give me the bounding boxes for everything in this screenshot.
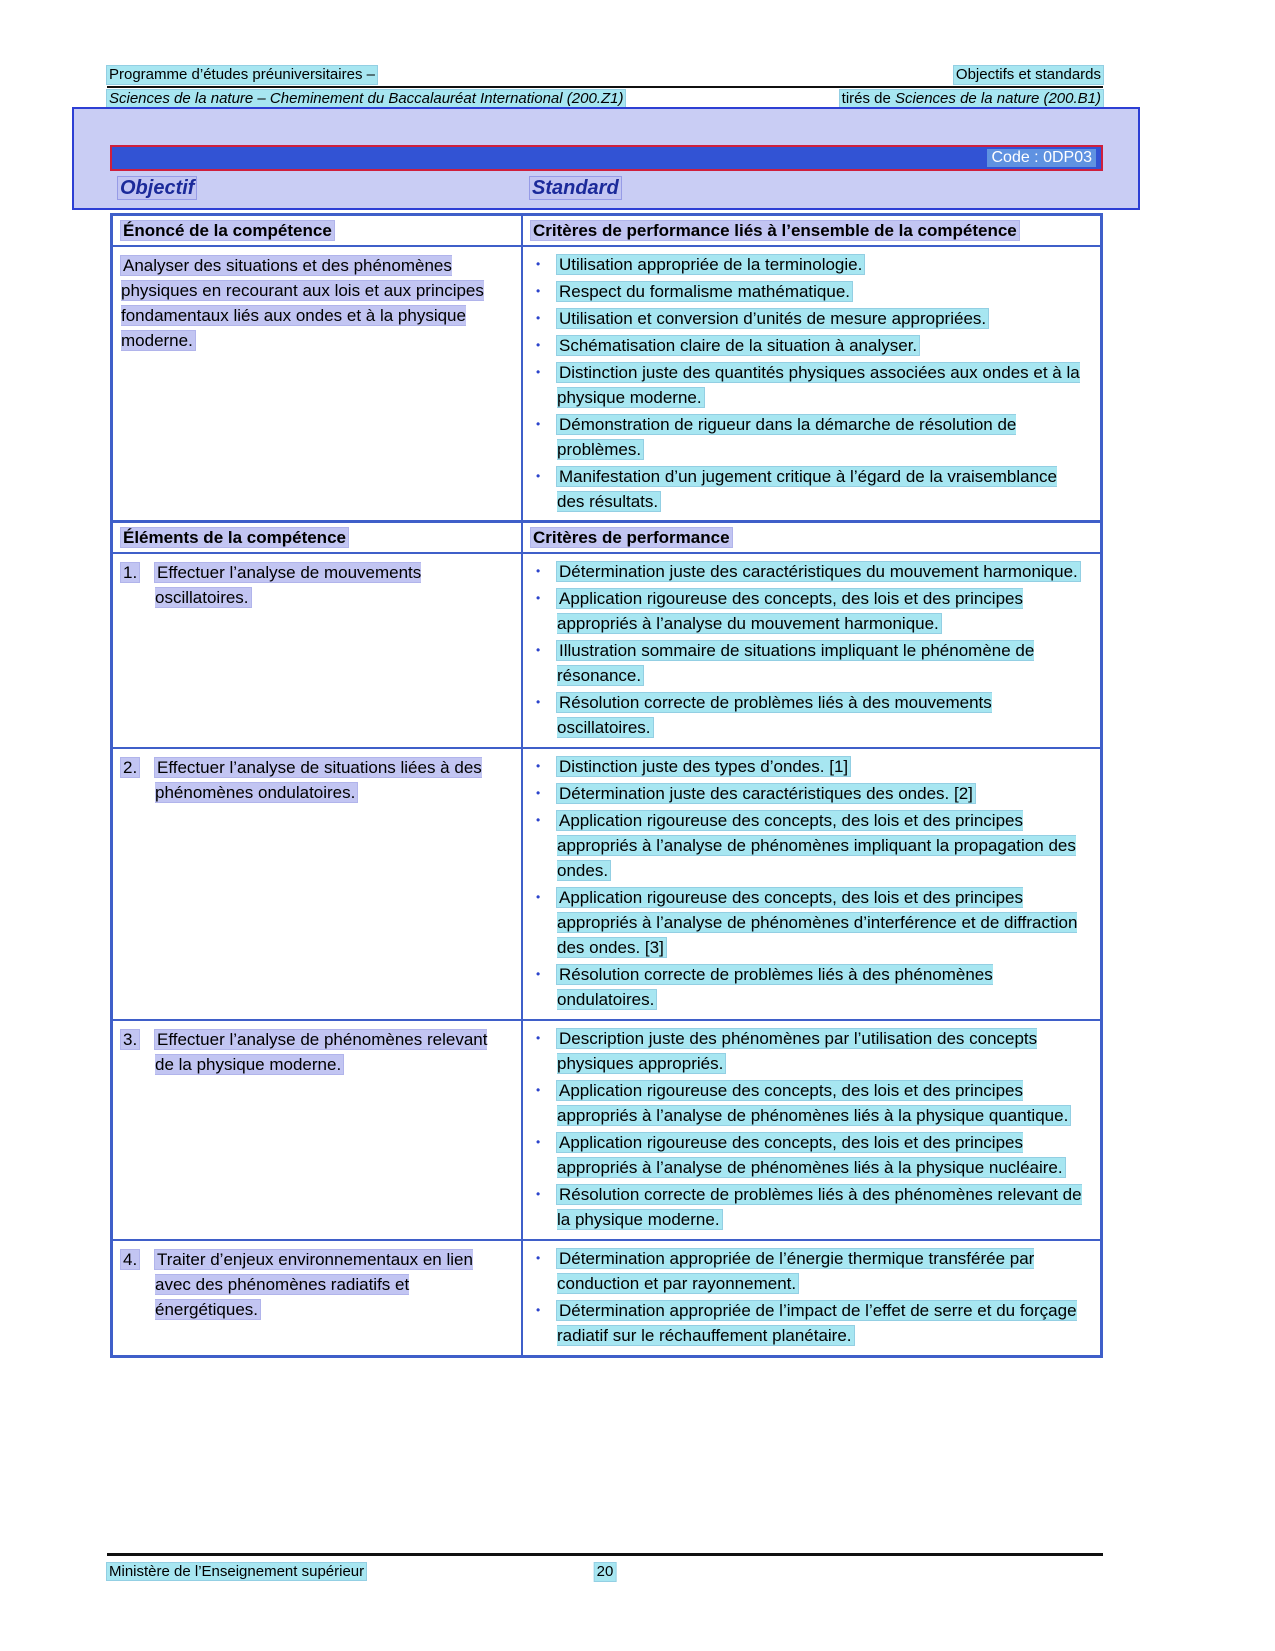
header-program-title: Programme d’études préuniversitaires – <box>109 66 375 83</box>
criterion-text: Utilisation et conversion d’unités de mesure appropriées. <box>559 309 987 328</box>
bullet-icon: • <box>536 643 541 657</box>
criterion-item <box>531 586 1088 636</box>
footer-page-number: 20 <box>596 1563 614 1580</box>
criterion-text: Application rigoureuse des concepts, des lois et des principes appropriés à l’analyse de phénomènes liés à la physique nucléaire. <box>557 1133 1063 1177</box>
criterion-item <box>531 885 1088 960</box>
header-criteres-label: Critères de performance liés à l’ensemble de la compétence <box>533 221 1017 240</box>
criterion-item <box>531 279 1088 304</box>
criterion-text: Distinction juste des quantités physiques associées aux ondes et à la physique moderne. <box>557 363 1080 407</box>
element-row <box>113 1019 1100 1239</box>
bullet-icon: • <box>536 759 541 773</box>
criteres-cell <box>521 554 1100 747</box>
bullet-icon: • <box>536 591 541 605</box>
criteres-cell <box>521 247 1100 521</box>
section-headings-row <box>110 177 1103 200</box>
criterion-item <box>531 638 1088 688</box>
bullet-icon: • <box>536 365 541 379</box>
objectif-heading: Objectif <box>120 177 195 199</box>
criterion-text: Application rigoureuse des concepts, des lois et des principes appropriés à l’analyse de phénomènes liés à la physique quantique. <box>557 1081 1069 1125</box>
header-performance-label: Critères de performance <box>533 528 730 547</box>
bullet-icon: • <box>536 813 541 827</box>
criterion-text: Résolution correcte de problèmes liés à des phénomènes relevant de la physique moderne. <box>557 1185 1082 1229</box>
criterion-item <box>531 1246 1088 1296</box>
criterion-text: Application rigoureuse des concepts, des lois et des principes appropriés à l’analyse de phénomènes d’interférence et de diffraction des ondes. [3] <box>557 888 1078 957</box>
competence-table <box>110 213 1103 524</box>
footer-line <box>107 1563 1103 1581</box>
objectif-heading-cell <box>110 177 520 200</box>
bullet-icon: • <box>536 1251 541 1265</box>
header-right-subtitle-prefix: tirés de <box>841 90 891 107</box>
criterion-item <box>531 690 1088 740</box>
element-number: 4. <box>123 1250 138 1269</box>
bullet-icon: • <box>536 967 541 981</box>
page-footer <box>107 1553 1103 1581</box>
criterion-item <box>531 1298 1088 1348</box>
header-elements-label: Éléments de la compétence <box>123 528 346 547</box>
criteres-cell <box>521 749 1100 1019</box>
element-number: 1. <box>123 563 138 582</box>
element-row <box>113 554 1100 747</box>
criterion-text: Application rigoureuse des concepts, des lois et des principes appropriés à l’analyse de phénomènes impliquant la propagation des ondes. <box>557 811 1076 880</box>
criterion-item <box>531 333 1088 358</box>
criterion-text: Illustration sommaire de situations impliquant le phénomène de résonance. <box>557 641 1035 685</box>
bullet-icon: • <box>536 417 541 431</box>
criterion-item <box>531 808 1088 883</box>
bullet-icon: • <box>536 284 541 298</box>
bullet-icon: • <box>536 1303 541 1317</box>
page-header-line2 <box>107 90 1103 108</box>
header-right-subtitle <box>840 90 1103 108</box>
page-header-line1 <box>107 66 1103 88</box>
bullet-icon: • <box>536 890 541 904</box>
element-text: Effectuer l’analyse de mouvements oscillatoires. <box>155 563 422 607</box>
criterion-item <box>531 1026 1088 1076</box>
enonce-cell <box>113 247 521 521</box>
footer-ministry: Ministère de l’Enseignement supérieur <box>109 1563 365 1580</box>
element-row <box>113 747 1100 1019</box>
header-right-subtitle-name: Sciences de la nature (200.B1) <box>895 90 1101 107</box>
header-enonce-label: Énoncé de la compétence <box>123 221 332 240</box>
criterion-item <box>531 1130 1088 1180</box>
competence-table-body <box>113 247 1100 521</box>
enonce-text: Analyser des situations et des phénomènes physiques en recourant aux lois et aux principes fondamentaux liés aux ondes et à la physique moderne. <box>121 256 484 350</box>
bullet-icon: • <box>536 1187 541 1201</box>
bullet-icon: • <box>536 786 541 800</box>
criterion-text: Schématisation claire de la situation à analyser. <box>559 336 918 355</box>
criterion-item <box>531 360 1088 410</box>
criterion-item <box>531 252 1088 277</box>
element-cell <box>113 554 521 747</box>
criterion-item <box>531 754 1088 779</box>
criterion-text: Résolution correcte de problèmes liés à des mouvements oscillatoires. <box>557 693 992 737</box>
elements-table <box>110 520 1103 1358</box>
criterion-text: Application rigoureuse des concepts, des lois et des principes appropriés à l’analyse du mouvement harmonique. <box>557 589 1023 633</box>
page-header <box>107 66 1103 108</box>
criterion-item <box>531 962 1088 1012</box>
criteres-cell <box>521 1021 1100 1239</box>
criterion-text: Utilisation appropriée de la terminologie. <box>559 255 863 274</box>
criterion-text: Distinction juste des types d’ondes. [1] <box>559 757 849 776</box>
criterion-text: Résolution correcte de problèmes liés à des phénomènes ondulatoires. <box>557 965 993 1009</box>
criterion-text: Détermination juste des caractéristiques des ondes. [2] <box>559 784 973 803</box>
element-text: Effectuer l’analyse de situations liées à des phénomènes ondulatoires. <box>155 758 482 802</box>
criteres-cell <box>521 1241 1100 1355</box>
element-number: 2. <box>123 758 138 777</box>
criterion-item <box>531 781 1088 806</box>
bullet-icon: • <box>536 311 541 325</box>
bullet-icon: • <box>536 1135 541 1149</box>
criterion-text: Détermination juste des caractéristiques du mouvement harmonique. <box>559 562 1078 581</box>
criterion-item <box>531 1078 1088 1128</box>
header-elements-cell <box>113 523 521 552</box>
bullet-icon: • <box>536 695 541 709</box>
course-code-bar <box>110 145 1103 171</box>
annotation-frame <box>72 107 1140 210</box>
header-program-subtitle: Sciences de la nature – Cheminement du Baccalauréat International (200.Z1) <box>109 90 624 107</box>
standard-heading-cell <box>520 177 1103 200</box>
bullet-icon: • <box>536 257 541 271</box>
criterion-text: Description juste des phénomènes par l’utilisation des concepts physiques appropriés. <box>557 1029 1038 1073</box>
element-row <box>113 1239 1100 1355</box>
criterion-item <box>531 559 1088 584</box>
criterion-item <box>531 412 1088 462</box>
criterion-text: Démonstration de rigueur dans la démarche de résolution de problèmes. <box>557 415 1017 459</box>
criterion-item <box>531 306 1088 331</box>
element-text: Effectuer l’analyse de phénomènes relevant de la physique moderne. <box>155 1030 488 1074</box>
header-enonce-cell <box>113 216 521 245</box>
criterion-text: Détermination appropriée de l’impact de l’effet de serre et du forçage radiatif sur le réchauffement planétaire. <box>557 1301 1077 1345</box>
elements-table-header <box>113 523 1100 554</box>
competence-table-header <box>113 216 1100 247</box>
criterion-item <box>531 1182 1088 1232</box>
bullet-icon: • <box>536 338 541 352</box>
standard-heading: Standard <box>532 177 619 199</box>
element-cell <box>113 749 521 1019</box>
bullet-icon: • <box>536 1031 541 1045</box>
criterion-text: Respect du formalisme mathématique. <box>559 282 851 301</box>
header-right-title: Objectifs et standards <box>955 66 1101 83</box>
criterion-text: Détermination appropriée de l’énergie thermique transférée par conduction et par rayonnement. <box>557 1249 1035 1293</box>
criterion-text: Manifestation d’un jugement critique à l’égard de la vraisemblance des résultats. <box>557 467 1058 511</box>
bullet-icon: • <box>536 1083 541 1097</box>
course-code-label: Code : 0DP03 <box>987 149 1096 167</box>
footer-rule <box>107 1553 1103 1556</box>
element-text: Traiter d’enjeux environnementaux en lien avec des phénomènes radiatifs et énergétiques. <box>155 1250 473 1319</box>
header-criteres-cell <box>521 216 1100 245</box>
header-performance-cell <box>521 523 1100 552</box>
element-cell <box>113 1241 521 1355</box>
element-number: 3. <box>123 1030 138 1049</box>
bullet-icon: • <box>536 469 541 483</box>
element-cell <box>113 1021 521 1239</box>
bullet-icon: • <box>536 564 541 578</box>
criterion-item <box>531 464 1088 514</box>
